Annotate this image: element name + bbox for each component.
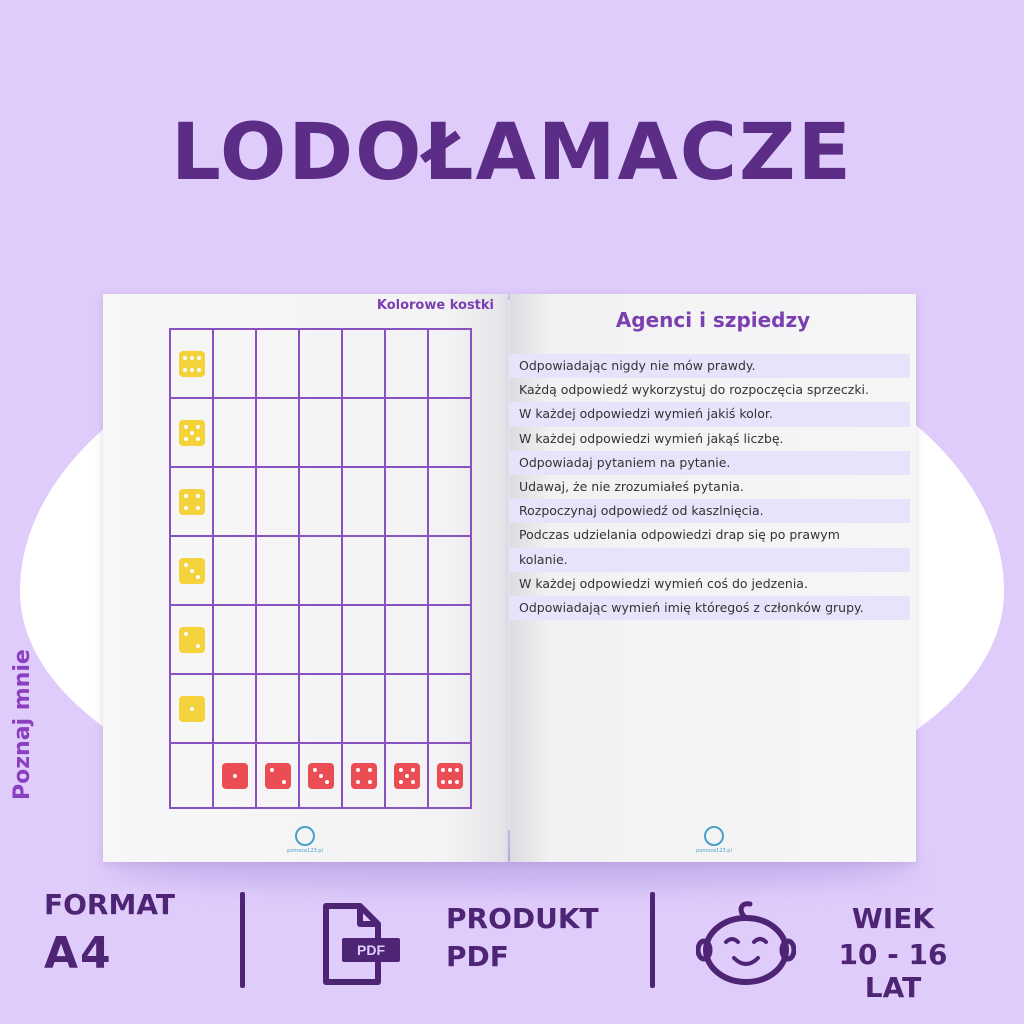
dice-grid bbox=[169, 328, 472, 809]
grid-cell bbox=[386, 744, 429, 809]
grid-cell bbox=[429, 330, 472, 399]
grid-cell bbox=[257, 606, 300, 675]
left-page-logo bbox=[275, 826, 335, 854]
rule-item: W każdej odpowiedzi wymień coś do jedzenia. bbox=[519, 575, 808, 591]
grid-cell bbox=[429, 399, 472, 468]
grid-cell bbox=[386, 537, 429, 606]
grid-cell bbox=[171, 744, 214, 809]
grid-cell bbox=[343, 537, 386, 606]
rule-item: Każdą odpowiedź wykorzystuj do rozpoczęcia sprzeczki. bbox=[519, 382, 869, 398]
grid-cell bbox=[214, 744, 257, 809]
grid-cell bbox=[386, 399, 429, 468]
rule-item: W każdej odpowiedzi wymień jakiś kolor. bbox=[510, 402, 910, 426]
yellow-die-6-icon bbox=[179, 351, 205, 377]
logo-icon bbox=[295, 826, 315, 846]
grid-cell bbox=[386, 606, 429, 675]
grid-cell bbox=[214, 675, 257, 744]
grid-cell bbox=[300, 606, 343, 675]
footer bbox=[0, 880, 1024, 1024]
grid-cell bbox=[343, 606, 386, 675]
rule-item: Rozpoczynaj odpowiedź od kaszlnięcia. bbox=[510, 499, 910, 523]
grid-cell bbox=[343, 468, 386, 537]
right-page-logo bbox=[684, 826, 744, 854]
left-page bbox=[103, 294, 508, 862]
yellow-die-2-icon bbox=[179, 627, 205, 653]
rules-list bbox=[510, 354, 910, 620]
red-die-2-icon bbox=[265, 763, 291, 789]
grid-cell bbox=[386, 468, 429, 537]
red-die-5-icon bbox=[394, 763, 420, 789]
yellow-die-1-icon bbox=[179, 696, 205, 722]
vertical-title: Poznaj mnie bbox=[10, 649, 35, 800]
pdf-badge: PDF bbox=[357, 942, 385, 958]
grid-cell bbox=[171, 330, 214, 399]
rule-item: Udawaj, że nie zrozumiałeś pytania. bbox=[519, 479, 744, 495]
grid-cell bbox=[214, 399, 257, 468]
logo-text: pomoce123.pl bbox=[696, 848, 732, 854]
yellow-die-5-icon bbox=[179, 420, 205, 446]
age-range: 10 - 16 LAT bbox=[838, 938, 948, 1004]
baby-face-icon bbox=[696, 898, 796, 992]
grid-cell bbox=[214, 537, 257, 606]
grid-cell bbox=[429, 744, 472, 809]
red-die-3-icon bbox=[308, 763, 334, 789]
right-page-header: Agenci i szpiedzy bbox=[615, 308, 811, 332]
grid-cell bbox=[171, 606, 214, 675]
rule-item: kolanie. bbox=[510, 548, 910, 572]
grid-cell bbox=[214, 468, 257, 537]
product-label: PRODUKT bbox=[446, 902, 599, 935]
grid-cell bbox=[429, 468, 472, 537]
rule-item: Odpowiadając nigdy nie mów prawdy. bbox=[510, 354, 910, 378]
grid-cell bbox=[171, 537, 214, 606]
red-die-1-icon bbox=[222, 763, 248, 789]
rule-item: Odpowiadając wymień imię któregoś z członków grupy. bbox=[510, 596, 910, 620]
main-title: LODOŁAMACZE bbox=[171, 108, 853, 198]
logo-icon bbox=[704, 826, 724, 846]
grid-cell bbox=[300, 744, 343, 809]
grid-cell bbox=[386, 675, 429, 744]
yellow-die-3-icon bbox=[179, 558, 205, 584]
grid-cell bbox=[257, 330, 300, 399]
grid-cell bbox=[257, 468, 300, 537]
grid-cell bbox=[429, 537, 472, 606]
divider bbox=[240, 892, 245, 988]
grid-cell bbox=[300, 399, 343, 468]
grid-cell bbox=[300, 330, 343, 399]
red-die-4-icon bbox=[351, 763, 377, 789]
rule-item: Odpowiadaj pytaniem na pytanie. bbox=[510, 451, 910, 475]
grid-cell bbox=[257, 675, 300, 744]
grid-cell bbox=[343, 675, 386, 744]
grid-cell bbox=[214, 330, 257, 399]
rule-item: Podczas udzielania odpowiedzi drap się po prawym bbox=[519, 527, 840, 543]
grid-cell bbox=[257, 399, 300, 468]
grid-cell bbox=[257, 744, 300, 809]
grid-cell bbox=[171, 468, 214, 537]
grid-cell bbox=[343, 330, 386, 399]
grid-cell bbox=[214, 606, 257, 675]
grid-cell bbox=[343, 744, 386, 809]
grid-cell bbox=[429, 606, 472, 675]
grid-cell bbox=[171, 399, 214, 468]
grid-cell bbox=[171, 675, 214, 744]
format-value: A4 bbox=[44, 928, 113, 979]
grid-cell bbox=[386, 330, 429, 399]
right-page bbox=[510, 294, 916, 862]
rule-item: W każdej odpowiedzi wymień jakąś liczbę. bbox=[519, 430, 784, 446]
divider bbox=[650, 892, 655, 988]
yellow-die-4-icon bbox=[179, 489, 205, 515]
grid-cell bbox=[300, 537, 343, 606]
grid-cell bbox=[300, 675, 343, 744]
format-label: FORMAT bbox=[44, 888, 175, 921]
product-type: PDF bbox=[446, 940, 509, 973]
age-label: WIEK bbox=[851, 902, 935, 935]
pdf-file-icon bbox=[320, 902, 402, 992]
red-die-6-icon bbox=[437, 763, 463, 789]
grid-cell bbox=[343, 399, 386, 468]
grid-cell bbox=[300, 468, 343, 537]
grid-cell bbox=[257, 537, 300, 606]
logo-text: pomoce123.pl bbox=[287, 848, 323, 854]
grid-cell bbox=[429, 675, 472, 744]
left-page-header: Kolorowe kostki bbox=[376, 298, 494, 313]
